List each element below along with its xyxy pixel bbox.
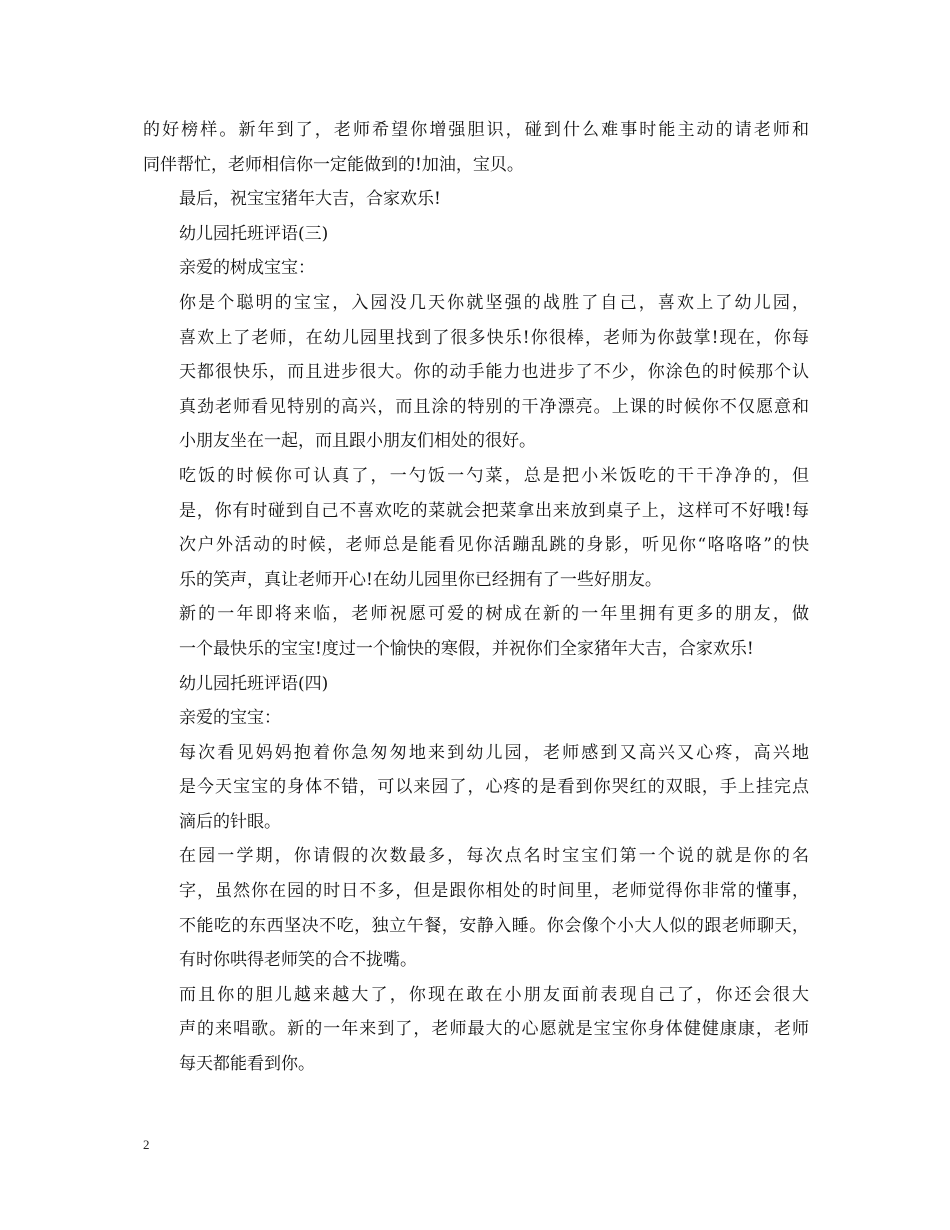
text-line: 最后，祝宝宝猪年大吉，合家欢乐! [179, 189, 441, 210]
page-number: 2 [143, 1137, 150, 1152]
text-line: 不能吃的东西坚决不吃，独立午餐，安静入睡。你会像个小大人似的跟老师聊天， [179, 915, 809, 936]
paragraph [143, 182, 809, 217]
paragraph [143, 113, 809, 182]
text-line: 滴后的针眼。 [179, 811, 281, 832]
text-line: 每天都能看到你。 [179, 1054, 315, 1075]
text-line: 在园一学期，你请假的次数最多，每次点名时宝宝们第一个说的就是你的名 [179, 846, 809, 867]
text-line: 幼儿园托班评语(三) [179, 223, 329, 244]
text-line: 亲爱的树成宝宝： [179, 258, 315, 279]
text-line: 吃饭的时候你可认真了，一勺饭一勺菜，总是把小米饭吃的干干净净的，但 [179, 465, 809, 486]
text-line: 亲爱的宝宝： [179, 708, 281, 729]
paragraph [143, 978, 809, 1082]
text-line: 每次看见妈妈抱着你急匆匆地来到幼儿园，老师感到又高兴又心疼，高兴地 [179, 742, 809, 763]
text-line: 天都很快乐，而且进步很大。你的动手能力也进步了不少，你涂色的时候那个认 [179, 362, 809, 383]
text-line: 乐的笑声，真让老师开心!在幼儿园里你已经拥有了一些好朋友。 [179, 569, 662, 590]
text-line: 小朋友坐在一起，而且跟小朋友们相处的很好。 [179, 431, 536, 452]
paragraph [143, 667, 809, 702]
text-line: 幼儿园托班评语(四) [179, 673, 329, 694]
paragraph [143, 286, 809, 459]
paragraph [143, 251, 809, 286]
paragraph [143, 217, 809, 252]
text-line: 真劲老师看见特别的高兴，而且涂的特别的干净漂亮。上课的时候你不仅愿意和 [179, 396, 809, 417]
text-line: 是，你有时碰到自己不喜欢吃的菜就会把菜拿出来放到桌子上，这样可不好哦!每 [179, 500, 809, 521]
text-line: 是今天宝宝的身体不错，可以来园了，心疼的是看到你哭红的双眼，手上挂完点 [179, 777, 809, 798]
text-line: 喜欢上了老师，在幼儿园里找到了很多快乐!你很棒，老师为你鼓掌!现在，你每 [179, 327, 809, 348]
text-line: 次户外活动的时候，老师总是能看见你活蹦乱跳的身影，听见你“咯咯咯”的快 [179, 535, 809, 556]
text-line: 一个最快乐的宝宝!度过一个愉快的寒假，并祝你们全家猪年大吉，合家欢乐! [179, 638, 754, 659]
text-line: 你是个聪明的宝宝，入园没几天你就坚强的战胜了自己，喜欢上了幼儿园， [179, 292, 809, 313]
paragraph [143, 736, 809, 840]
paragraph [143, 459, 809, 597]
text-line: 有时你哄得老师笑的合不拢嘴。 [179, 950, 417, 971]
text-line: 新的一年即将来临，老师祝愿可爱的树成在新的一年里拥有更多的朋友，做 [179, 604, 809, 625]
paragraph [143, 701, 809, 736]
paragraph [143, 839, 809, 977]
text-line: 声的来唱歌。新的一年来到了，老师最大的心愿就是宝宝你身体健健康康，老师 [179, 1019, 809, 1040]
document-body [143, 113, 809, 1082]
text-line: 同伴帮忙，老师相信你一定能做到的!加油，宝贝。 [143, 154, 524, 175]
text-line: 的好榜样。新年到了，老师希望你增强胆识，碰到什么难事时能主动的请老师和 [143, 120, 809, 140]
paragraph [143, 597, 809, 666]
text-line: 而且你的胆儿越来越大了，你现在敢在小朋友面前表现自己了，你还会很大 [179, 984, 809, 1005]
text-line: 字，虽然你在园的时日不多，但是跟你相处的时间里，老师觉得你非常的懂事， [179, 881, 809, 902]
